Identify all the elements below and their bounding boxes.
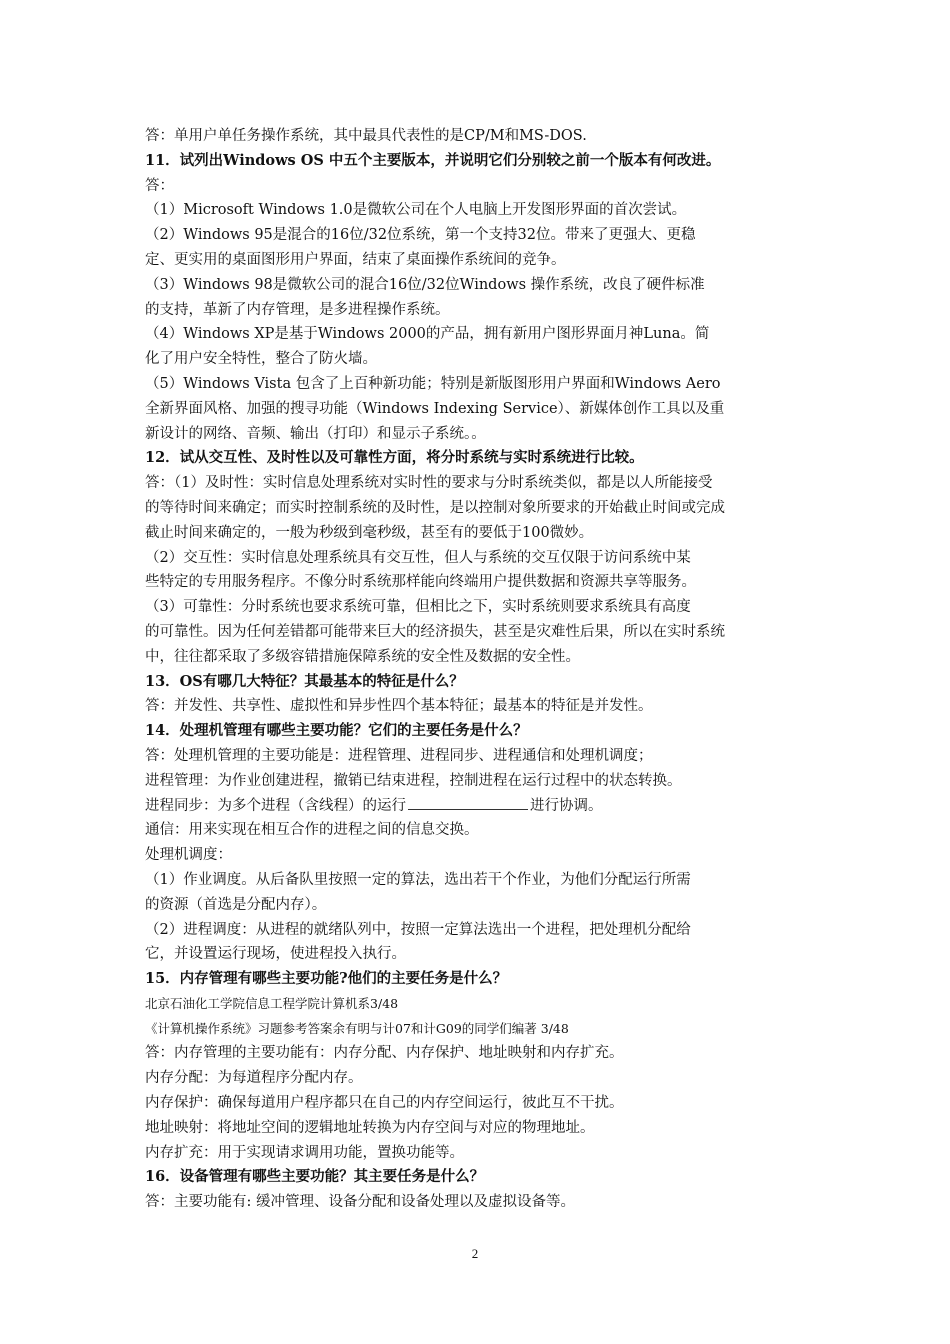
line-text: 些特定的专用服务程序。不像分时系统那样能向终端用户提供数据和资源共享等服务。 bbox=[145, 574, 696, 591]
text-line bbox=[145, 273, 815, 298]
line-text: 地址映射：将地址空间的逻辑地址转换为内存空间与对应的物理地址。 bbox=[145, 1119, 595, 1136]
line-text: 截止时间来确定的，一般为秒级到毫秒级，甚至有的要低于100微妙。 bbox=[145, 524, 594, 541]
line-text: （1）作业调度。从后备队里按照一定的算法，选出若干个作业，为他们分配运行所需 bbox=[145, 871, 691, 888]
text-line bbox=[145, 794, 815, 819]
line-text: 16．设备管理有哪些主要功能？其主要任务是什么？ bbox=[145, 1168, 485, 1186]
line-text: 全新界面风格、加强的搜寻功能（Windows Indexing Service）、新媒体创作工具以及重 bbox=[145, 400, 725, 417]
line-text: （3）可靠性：分时系统也要求系统可靠，但相比之下，实时系统则要求系统具有高度 bbox=[145, 599, 691, 616]
line-text: 《计算机操作系统》习题参考答案余有明与计07和计G09的同学们编著 3/48 bbox=[145, 1020, 569, 1036]
line-text: （1）Microsoft Windows 1.0是微软公司在个人电脑上开发图形界面的首次尝试。 bbox=[145, 202, 687, 219]
line-text: 答：并发性、共享性、虚拟性和异步性四个基本特征；最基本的特征是并发性。 bbox=[145, 698, 653, 715]
question-heading bbox=[145, 149, 815, 174]
line-text: 新设计的网络、音频、输出（打印）和显示子系统。。 bbox=[145, 425, 486, 442]
text-line bbox=[145, 694, 815, 719]
question-heading bbox=[145, 967, 815, 992]
line-text: 的资源（首选是分配内存）。 bbox=[145, 896, 327, 913]
question-heading bbox=[145, 719, 815, 744]
text-line bbox=[145, 942, 815, 967]
text-line bbox=[145, 347, 815, 372]
line-text: （2）Windows 95是混合的16位/32位系统，第一个支持32位。带来了更强大、更稳 bbox=[145, 227, 696, 244]
line-text: 处理机调度： bbox=[145, 847, 232, 864]
running-header bbox=[145, 1017, 815, 1042]
text-line bbox=[145, 843, 815, 868]
line-text: 答：主要功能有: 缓冲管理、设备分配和设备处理以及虚拟设备等。 bbox=[145, 1194, 575, 1211]
line-text: 14．处理机管理有哪些主要功能？它们的主要任务是什么？ bbox=[145, 722, 528, 740]
text-line bbox=[145, 471, 815, 496]
line-text: 答：处理机管理的主要功能是：进程管理、进程同步、进程通信和处理机调度； bbox=[145, 747, 653, 764]
text-line bbox=[145, 322, 815, 347]
line-text: （4）Windows XP是基于Windows 2000的产品，拥有新用户图形界面月神Luna。简 bbox=[145, 326, 710, 343]
line-text: 内存分配：为每道程序分配内存。 bbox=[145, 1070, 363, 1087]
text-line bbox=[145, 893, 815, 918]
line-text: （5）Windows Vista 包含了上百种新功能；特别是新版图形用户界面和Windows Aero bbox=[145, 375, 721, 392]
line-text: 化了用户安全特性，整合了防火墙。 bbox=[145, 351, 377, 368]
text-line bbox=[145, 372, 815, 397]
text-line bbox=[145, 1141, 815, 1166]
line-text: 通信：用来实现在相互合作的进程之间的信息交换。 bbox=[145, 822, 479, 839]
text-line bbox=[145, 248, 815, 273]
line-text: 13．OS有哪几大特征？其最基本的特征是什么？ bbox=[145, 672, 464, 690]
text-line bbox=[145, 124, 815, 149]
line-text: （3）Windows 98是微软公司的混合16位/32位Windows 操作系统，改良了硬件标准 bbox=[145, 276, 705, 293]
text-line bbox=[145, 595, 815, 620]
line-text: 进程同步：为多个进程（含线程）的运行 bbox=[145, 797, 406, 814]
line-text: 进程管理：为作业创建进程，撤销已结束进程，控制进程在运行过程中的状态转换。 bbox=[145, 772, 682, 789]
line-text: 12．试从交互性、及时性以及可靠性方面，将分时系统与实时系统进行比较。 bbox=[145, 449, 644, 467]
line-text: 的支持，革新了内存管理，是多进程操作系统。 bbox=[145, 301, 450, 318]
question-heading bbox=[145, 1165, 815, 1190]
line-text: 北京石油化工学院信息工程学院计算机系3/48 bbox=[145, 995, 399, 1011]
line-text: 答：内存管理的主要功能有：内存分配、内存保护、地址映射和内存扩充。 bbox=[145, 1045, 624, 1062]
line-text: 11．试列出Windows OS 中五个主要版本，并说明它们分别较之前一个版本有何改进。 bbox=[145, 151, 721, 169]
text-line bbox=[145, 422, 815, 447]
text-line bbox=[145, 570, 815, 595]
text-line bbox=[145, 868, 815, 893]
question-heading bbox=[145, 446, 815, 471]
question-heading bbox=[145, 670, 815, 695]
document-body bbox=[145, 124, 815, 1215]
text-line bbox=[145, 223, 815, 248]
line-text: 内存保护：确保每道用户程序都只在自己的内存空间运行，彼此互不干扰。 bbox=[145, 1095, 624, 1112]
text-line bbox=[145, 620, 815, 645]
text-line bbox=[145, 198, 815, 223]
line-text: 答：（1）及时性：实时信息处理系统对实时性的要求与分时系统类似，都是以人所能接受 bbox=[145, 475, 713, 492]
text-line bbox=[145, 1091, 815, 1116]
line-text-after-blank: 进行协调。 bbox=[530, 797, 603, 814]
line-text: 它，并设置运行现场，使进程投入执行。 bbox=[145, 946, 406, 963]
text-line bbox=[145, 496, 815, 521]
text-line bbox=[145, 1190, 815, 1215]
text-line bbox=[145, 298, 815, 323]
text-line bbox=[145, 546, 815, 571]
line-text: 15．内存管理有哪些主要功能?他们的主要任务是什么？ bbox=[145, 970, 508, 988]
line-text: （2）进程调度：从进程的就绪队列中，按照一定算法选出一个进程，把处理机分配给 bbox=[145, 921, 691, 938]
text-line bbox=[145, 645, 815, 670]
line-text: 答： bbox=[145, 177, 174, 194]
text-line bbox=[145, 521, 815, 546]
line-text: 的等待时间来确定；而实时控制系统的及时性，是以控制对象所要求的开始截止时间或完成 bbox=[145, 499, 725, 516]
text-line bbox=[145, 397, 815, 422]
line-text: 的可靠性。因为任何差错都可能带来巨大的经济损失，甚至是灾难性后果，所以在实时系统 bbox=[145, 623, 725, 640]
text-line bbox=[145, 1066, 815, 1091]
fill-in-blank bbox=[408, 795, 528, 810]
line-text: 中，往往都采取了多级容错措施保障系统的安全性及数据的安全性。 bbox=[145, 648, 580, 665]
text-line bbox=[145, 918, 815, 943]
text-line bbox=[145, 1116, 815, 1141]
line-text: （2）交互性：实时信息处理系统具有交互性，但人与系统的交互仅限于访问系统中某 bbox=[145, 549, 691, 566]
text-line bbox=[145, 174, 815, 199]
text-line bbox=[145, 1041, 815, 1066]
text-line bbox=[145, 769, 815, 794]
page-number: 2 bbox=[471, 1246, 479, 1261]
text-line bbox=[145, 744, 815, 769]
line-text: 内存扩充：用于实现请求调用功能，置换功能等。 bbox=[145, 1144, 464, 1161]
running-header bbox=[145, 992, 815, 1017]
line-text: 答：单用户单任务操作系统，其中最具代表性的是CP/M和MS-DOS. bbox=[145, 128, 587, 144]
line-text: 定、更实用的桌面图形用户界面，结束了桌面操作系统间的竞争。 bbox=[145, 251, 566, 268]
text-line bbox=[145, 818, 815, 843]
